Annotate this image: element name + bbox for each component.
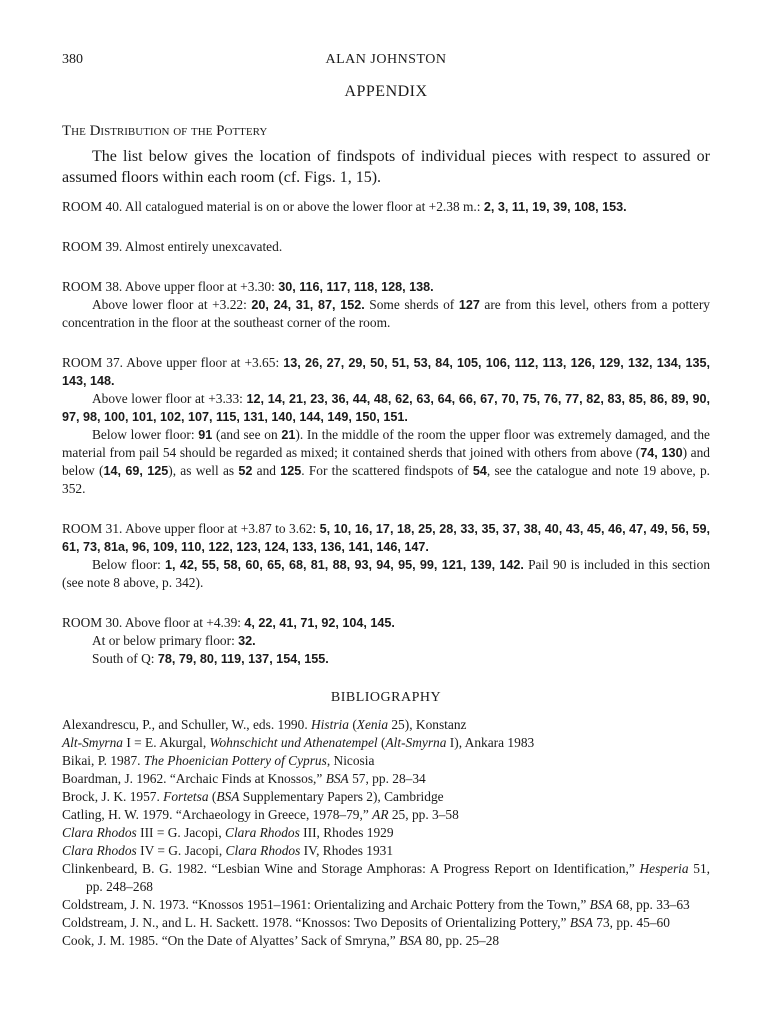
bib-entry: Alt-Smyrna I = E. Akurgal, Wohnschicht und Athenatempel (Alt-Smyrna I), Ankara 1983 (62, 735, 535, 750)
room-30-numbers-3: 78, 79, 80, 119, 137, 154, 155. (157, 652, 329, 666)
room-38-numbers-3: 127 (458, 298, 480, 312)
room-31-text: ROOM 31. Above upper floor at +3.87 to 3.62: (62, 521, 320, 536)
running-head: ALAN JOHNSTON (325, 52, 447, 67)
room-30-text-3: South of Q: (92, 651, 158, 666)
bibliography-title: BIBLIOGRAPHY (330, 690, 442, 705)
room-37-numbers-6: 14, 69, 125 (103, 464, 169, 478)
room-38-text-2: Above lower floor at +3.22: (92, 297, 252, 312)
room-37-numbers-5: 74, 130 (640, 446, 683, 460)
room-38-text-4: are from this level, others from a pottery concentration in the floor at the southeast corner of the room. (62, 297, 710, 330)
bib-entry: Clara Rhodos IV = G. Jacopi, Clara Rhodos IV, Rhodes 1931 (62, 843, 394, 858)
room-37-text-4: (and see on (212, 427, 282, 442)
room-37-text-8: and (252, 463, 281, 478)
room-37-text-6: ) and below ( (62, 445, 710, 478)
section-title: APPENDIX (344, 83, 428, 100)
room-31-numbers-2: 1, 42, 55, 58, 60, 65, 68, 81, 88, 93, 94, 95, 99, 121, 139, 142. (165, 558, 524, 572)
room-37-numbers-8: 125 (280, 464, 302, 478)
room-37-numbers-2: 12, 14, 21, 23, 36, 44, 48, 62, 63, 64, 66, 67, 70, 75, 76, 77, 82, 83, 85, 86, 89, 90, 97, 98, 100, 101, 102, 107, 115, 131, 140, 144, 149, 150, 151. (62, 392, 711, 424)
room-37-numbers-9: 54 (472, 464, 487, 478)
room-31 (62, 520, 710, 592)
room-30 (62, 614, 710, 668)
room-37-text-2: Above lower floor at +3.33: (92, 391, 247, 406)
bib-entry: Clara Rhodos III = G. Jacopi, Clara Rhodos III, Rhodes 1929 (62, 825, 394, 840)
bib-entry: Alexandrescu, P., and Schuller, W., eds. 1990. Histria (Xenia 25), Konstanz (62, 717, 467, 732)
room-37-text-3: Below lower floor: (92, 427, 199, 442)
room-38-text: ROOM 38. Above upper floor at +3.30: (62, 279, 279, 294)
room-37-text-5: ). In the middle of the room the upper floor was extremely damaged, and the material from pail 54 should be regarded as mixed; it contained sherds that joined with others from above ( (62, 427, 710, 460)
room-37-numbers-3: 91 (198, 428, 213, 442)
room-39 (62, 238, 710, 256)
room-37-numbers-7: 52 (238, 464, 253, 478)
room-40-text: ROOM 40. All catalogued material is on or above the lower floor at +2.38 m.: (62, 199, 484, 214)
room-37-text-7: ), as well as (168, 463, 239, 478)
room-37-text-9: . For the scattered findspots of (301, 463, 473, 478)
room-38-numbers: 30, 116, 117, 118, 128, 138. (278, 280, 434, 294)
room-40-numbers: 2, 3, 11, 19, 39, 108, 153. (483, 200, 627, 214)
intro-paragraph: The list below gives the location of findspots of individual pieces with respect to assured or assumed floors within each room (cf. Figs. 1, 15). (62, 148, 710, 186)
room-31-numbers: 5, 10, 16, 17, 18, 25, 28, 33, 35, 37, 38, 40, 43, 45, 46, 47, 49, 56, 59, 61, 73, 81a, 96, 109, 110, 122, 123, 124, 133, 136, 141, 146, 147. (62, 522, 710, 554)
page (62, 52, 710, 950)
room-38-text-3: Some sherds of (364, 297, 459, 312)
bib-entry: Coldstream, J. N. 1973. “Knossos 1951–1961: Orientalizing and Archaic Pottery from the Town,” BSA 68, pp. 33–63 (62, 897, 690, 912)
room-40 (62, 198, 710, 216)
bib-entry: Cook, J. M. 1985. “On the Date of Alyattes’ Sack of Smryna,” BSA 80, pp. 25–28 (62, 933, 500, 948)
room-39-text: ROOM 39. Almost entirely unexcavated. (62, 239, 283, 254)
room-38-numbers-2: 20, 24, 31, 87, 152. (251, 298, 365, 312)
room-30-text: ROOM 30. Above floor at +4.39: (62, 615, 245, 630)
room-30-text-2: At or below primary floor: (92, 633, 239, 648)
room-37-numbers: 13, 26, 27, 29, 50, 51, 53, 84, 105, 106, 112, 113, 126, 129, 132, 134, 135, 143, 148. (62, 356, 710, 388)
room-37-text-10: , see the catalogue and note 19 above, p. 352. (62, 463, 711, 496)
bib-entry: Coldstream, J. N., and L. H. Sackett. 1978. “Knossos: Two Deposits of Orientalizing Pottery,” BSA 73, pp. 45–60 (62, 915, 670, 930)
room-38 (62, 278, 710, 332)
subsection-title: The Distribution of the Pottery (62, 123, 268, 139)
bib-entry: Bikai, P. 1987. The Phoenician Pottery of Cyprus, Nicosia (62, 753, 375, 768)
room-31-text-2: Below floor: (92, 557, 166, 572)
room-37-text: ROOM 37. Above upper floor at +3.65: (62, 355, 284, 370)
page-number: 380 (62, 52, 83, 67)
room-37-numbers-4: 21 (281, 428, 296, 442)
page-header (62, 52, 710, 74)
bib-entry: Clinkenbeard, B. G. 1982. “Lesbian Wine and Storage Amphoras: A Progress Report on Identification,” Hesperia 51, pp. 248–268 (62, 861, 710, 894)
bib-entry: Boardman, J. 1962. “Archaic Finds at Knossos,” BSA 57, pp. 28–34 (62, 771, 426, 786)
room-31-text-3: Pail 90 is included in this section (see note 8 above, p. 342). (62, 557, 711, 590)
room-37 (62, 354, 710, 498)
room-30-numbers: 4, 22, 41, 71, 92, 104, 145. (244, 616, 395, 630)
bib-entry: Brock, J. K. 1957. Fortetsa (BSA Supplementary Papers 2), Cambridge (62, 789, 444, 804)
bib-entry: Catling, H. W. 1979. “Archaeology in Greece, 1978–79,” AR 25, pp. 3–58 (62, 807, 459, 822)
room-30-numbers-2: 32. (238, 634, 256, 648)
bibliography-list (62, 716, 710, 950)
